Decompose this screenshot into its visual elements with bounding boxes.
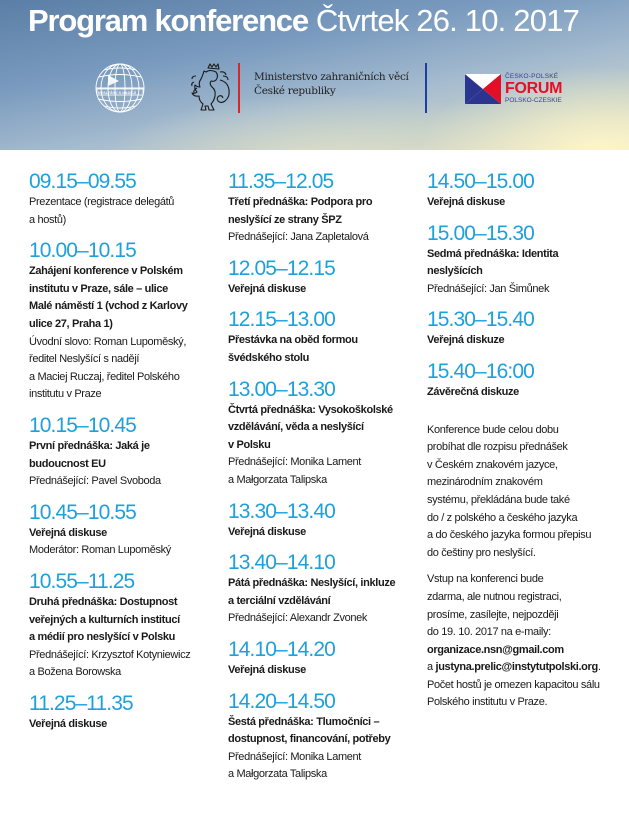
note-line: do češtiny pro neslyšící. [427,546,536,559]
schedule-item [228,308,418,367]
session-title-line: Malé náměstí 1 (vchod z Karlovy [29,300,188,313]
session-detail-line: Přednášející: Jan Šimůnek [427,282,550,295]
ministry-line-1: Ministerstvo zahraničních věcí [254,71,409,83]
time-slot: 14.10–14.20 [228,637,335,661]
schedule-column-1 [29,170,219,743]
forum-logo-text [505,73,562,105]
time-slot: 10.55–11.25 [29,569,135,593]
session-title-line: Zahájení konference v Polském [29,265,183,278]
session-detail-line: a hostů) [29,213,66,226]
time-slot: 13.30–13.40 [228,499,335,523]
session-detail-line: Přednášející: Monika Lament [228,750,362,763]
czech-lion-emblem-icon [190,62,234,112]
schedule-item [29,692,219,734]
session-title-line: neslyšících [427,265,483,278]
and-word: a [427,661,436,674]
session-title-line: a médií pro neslyšící v Polsku [29,631,176,644]
schedule-item [427,222,627,299]
session-title-line: švédského stolu [228,351,309,364]
registration-note [427,571,627,712]
session-title-line: Veřejná diskuse [228,663,306,676]
title-main: Program konference [28,3,308,38]
session-title-line: neslyšící ze strany ŠPZ [228,213,342,226]
schedule-column-2 [228,170,418,794]
note-line: Konference bude celou dobu [427,423,559,436]
note-line: systému, překládána bude také [427,493,570,506]
time-slot: 13.00–13.30 [228,377,335,401]
time-slot: 13.40–14.10 [228,551,335,575]
session-title-line: Sedmá přednáška: Identita [427,247,559,260]
session-title-line: veřejných a kulturních institucí [29,613,180,626]
session-title-line: Veřejná diskuse [29,717,107,730]
session-detail-line: Přednášející: Krzysztof Kotyniewicz [29,648,191,661]
schedule-item [29,414,219,491]
schedule-item [427,360,627,402]
session-title-line: Veřejná diskuse [29,526,107,539]
email-line [427,659,627,677]
time-slot: 11.35–12.05 [228,170,334,193]
session-detail-line: Moderátor: Roman Lupoměský [29,544,171,557]
schedule-item [29,170,219,229]
session-title-line: Přestávka na oběd formou [228,334,358,347]
schedule-item [228,378,418,490]
session-title-line: Veřejná diskuse [228,282,306,295]
time-slot: 15.30–15.40 [427,308,534,332]
session-title-line: Veřejná diskuse [427,196,505,208]
schedule-item [228,170,418,247]
time-slot: 09.15–09.55 [29,170,136,193]
schedule-item [228,638,418,680]
session-title-line: dostupnost, financování, potřeby [228,733,391,746]
spacer [427,412,627,422]
session-title-line: Druhá přednáška: Dostupnost [29,595,178,608]
session-detail-line: a Małgorzata Talipska [228,473,327,486]
schedule-item [228,257,418,299]
time-slot: 12.15–13.00 [228,308,335,332]
title-date: Čtvrtek 26. 10. 2017 [315,3,580,38]
globe-logo-text: NESLYŠÍCÍ S NADĚJÍ [98,90,137,95]
session-detail-line: a Božena Borowska [29,666,121,679]
note-line: do 19. 10. 2017 na e-maily: [427,626,551,639]
ministry-line-2: České republiky [254,85,336,97]
session-title-line: První přednáška: Jaká je [29,439,150,452]
note-line: prosíme, zasílejte, nejpozději [427,608,559,621]
time-slot: 10.00–10.15 [29,239,136,263]
note-line: do / z polského a českého jazyka [427,511,578,524]
session-title-line: institutu v Praze, sále – ulice [29,282,168,295]
session-detail-line: Přednášející: Jana Zapletalová [228,231,369,244]
note-line: Počet hostů je omezen kapacitou sálu [427,678,600,691]
note-line: mezinárodním znakovém [427,476,543,489]
session-detail-line: Úvodní slovo: Roman Lupoměský, [29,335,187,348]
session-detail-line: Přednášející: Pavel Svoboda [29,475,161,488]
time-slot: 14.20–14.50 [228,689,335,713]
session-title-line: ulice 27, Praha 1) [29,317,113,330]
note-line: Vstup na konferenci bude [427,573,544,586]
session-title-line: Čtvrtá přednáška: Vysokoškolské [228,403,393,416]
session-title-line: Veřejná diskuse [228,525,306,538]
session-title-line: Veřejná diskuze [427,334,505,347]
header-banner [0,0,629,150]
ministry-divider-red [238,63,240,113]
time-slot: 10.45–10.55 [29,500,136,524]
schedule-item [29,239,219,404]
note-line: a do českého jazyka formou přepisu [427,529,592,542]
forum-flag-logo-icon [465,74,501,104]
note-line: zdarma, ale nutnou registraci, [427,590,562,603]
page-title [28,3,579,39]
session-title-line: v Polsku [228,438,271,451]
schedule-item [427,308,627,350]
session-title-line: budoucnost EU [29,457,106,470]
forum-bottom-text: POLSKO-CZESKIE [505,97,562,104]
session-detail-line: Přednášející: Alexandr Zvonek [228,612,368,625]
note-line: probíhat dle rozpisu přednášek [427,441,568,454]
email-justyna-link[interactable]: justyna.prelic@instytutpolski.org [435,661,598,674]
email-organizace-link[interactable]: organizace.nsn@gmail.com [427,643,564,656]
session-title-line: Pátá přednáška: Neslyšící, inkluze [228,577,396,590]
time-slot: 14.50–15.00 [427,170,534,193]
time-slot: 15.40–16:00 [427,359,534,383]
session-detail-line: ředitel Neslyšící s nadějí [29,353,140,366]
schedule-item [228,690,418,784]
schedule-item [29,570,219,682]
spacer [427,562,627,571]
session-detail-line: institutu v Praze [29,388,102,401]
session-title-line: Třetí přednáška: Podpora pro [228,196,373,208]
schedule-item [427,170,627,212]
interpretation-note [427,422,627,563]
time-slot: 12.05–12.15 [228,256,335,280]
ministry-logo-text [254,70,409,98]
forum-top-text: ČESKO-POLSKÉ [505,73,559,80]
note-line: v Českém znakovém jazyce, [427,458,558,471]
session-title-line: Závěrečná diskuze [427,385,519,398]
note-line: Polského institutu v Praze. [427,696,548,709]
schedule-item [228,551,418,628]
schedule-item [29,501,219,560]
session-title-line: vzdělávání, věda a neslyšící [228,421,364,434]
session-detail-line: Přednášející: Monika Lament [228,456,362,469]
session-detail-line: Prezentace (registrace delegátů [29,196,175,208]
schedule-column-3 [427,170,627,712]
globe-logo-icon [94,62,146,114]
ministry-divider-blue [425,63,427,113]
time-slot: 11.25–11.35 [29,691,133,715]
session-detail-line: a Maciej Ruczaj, ředitel Polského [29,370,180,383]
session-title-line: a terciální vzdělávání [228,594,331,607]
session-detail-line: a Małgorzata Talipska [228,768,327,781]
period: . [597,661,601,674]
forum-main-text: FORUM [505,80,563,97]
session-title-line: Šestá přednáška: Tlumočníci – [228,715,380,728]
time-slot: 10.15–10.45 [29,413,136,437]
time-slot: 15.00–15.30 [427,221,534,245]
schedule-item [228,500,418,542]
